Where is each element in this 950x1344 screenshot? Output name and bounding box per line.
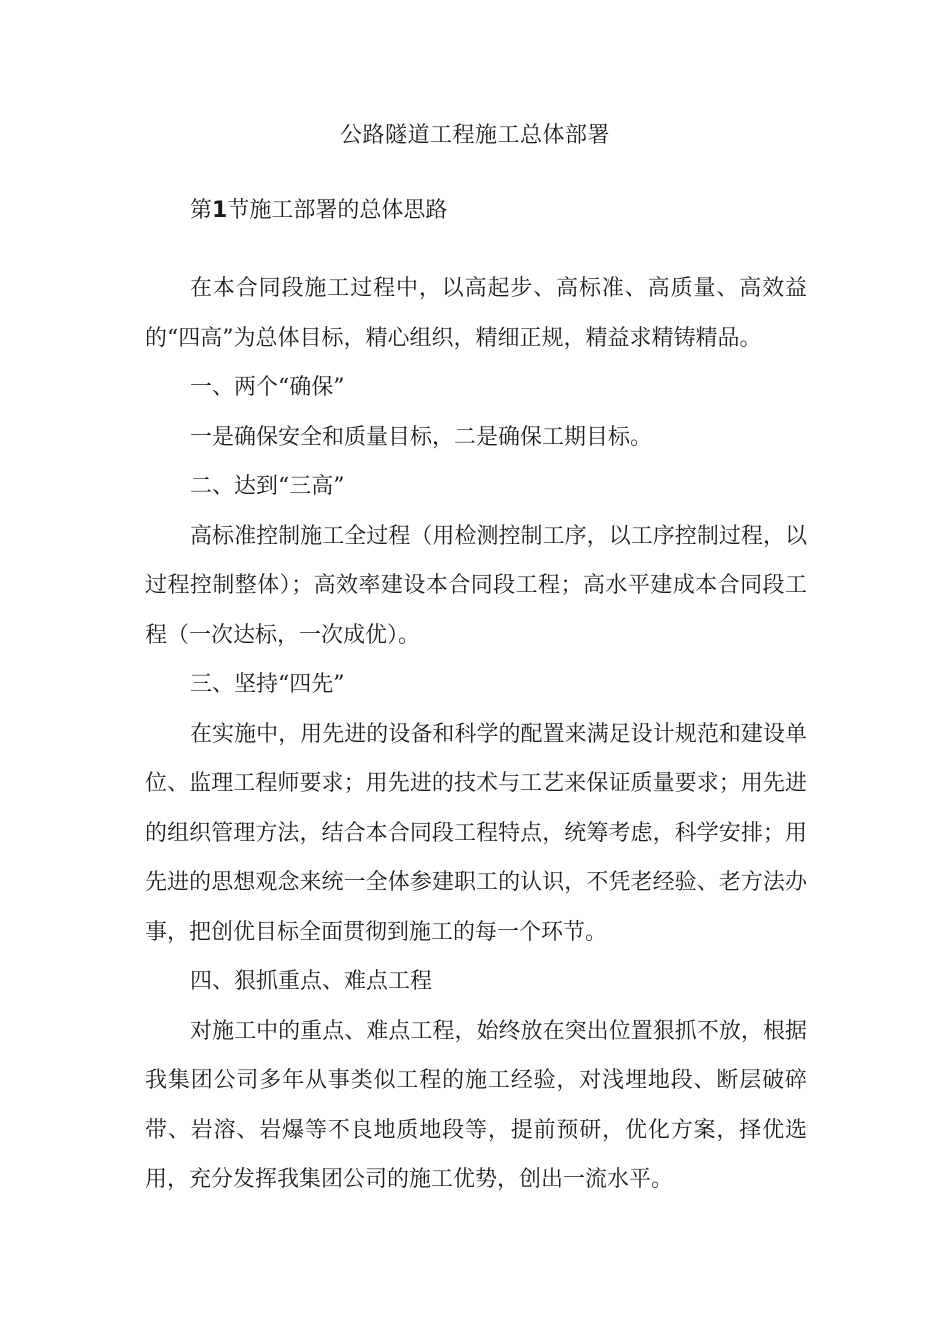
paragraph-key-projects: 对施工中的重点、难点工程，始终放在突出位置狠抓不放，根据我集团公司多年从事类似工程的施工经验，对浅埋地段、断层破碎带、岩溶、岩爆等不良地质地段等，提前预研，优化方案，择优选用，充分发挥我集团公司的施工优势，创出一流水平。 [145,1018,807,1192]
section-heading [190,195,447,227]
document-body [145,264,807,1205]
heading-key-projects: 四、狠抓重点、难点工程 [190,969,433,994]
paragraph-goal: 在本合同段施工过程中，以高起步、高标准、高质量、高效益的“四高”为总体目标，精心组织，精细正规，精益求精铸精品。 [145,276,807,351]
section-title: 节施工部署的总体思路 [227,198,448,223]
paragraph-two-ensures: 一是确保安全和质量目标，二是确保工期目标。 [190,424,653,450]
heading-four-advanced: 三、坚持“四先” [190,672,345,697]
paragraph-four-advanced: 在实施中，用先进的设备和科学的配置来满足设计规范和建设单位、监理工程师要求；用先进的技术与工艺来保证质量要求；用先进的组织管理方法，结合本合同段工程特点，统筹考虑，科学安排；用先进的思想观念来统一全体参建职工的认识，不凭老经验、老方法办事，把创优目标全面贯彻到施工的每一个环节。 [145,721,807,945]
section-number: 1 [212,198,228,223]
document-title: 公路隧道工程施工总体部署 [339,123,610,148]
section-prefix: 第 [190,198,213,223]
heading-three-highs: 二、达到“三高” [190,474,345,499]
paragraph-three-highs: 高标准控制施工全过程（用检测控制工序，以工序控制过程，以过程控制整体）；高效率建设本合同段工程；高水平建成本合同段工程（一次达标，一次成优）。 [145,523,807,648]
heading-two-ensures: 一、两个“确保” [190,375,345,400]
